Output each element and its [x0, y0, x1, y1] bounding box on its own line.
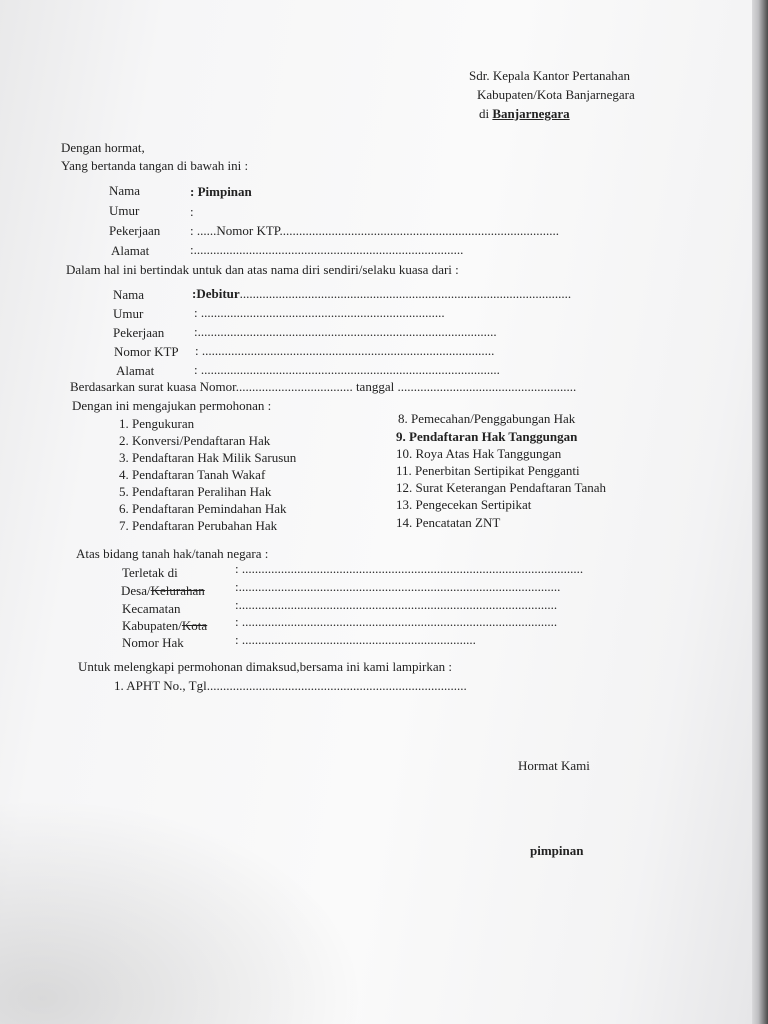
land-regency-value: : ................................................................................................. [235, 614, 558, 629]
request-item-6: 6. Pendaftaran Pemindahan Hak [119, 501, 287, 516]
signature-name: pimpinan [530, 843, 584, 858]
principal-name-bold: :Debitur [192, 286, 240, 301]
land-regency-label-a: Kabupaten/ [122, 618, 182, 633]
request-item-13: 13. Pengecekan Sertipikat [396, 497, 532, 512]
land-village-label-a: Desa/ [121, 583, 151, 598]
request-item-12: 12. Surat Keterangan Pendaftaran Tanah [396, 480, 607, 495]
land-located-value: : ......................................................................................................... [235, 561, 584, 576]
request-item-11: 11. Penerbitan Sertipikat Pengganti [396, 463, 580, 478]
signer-address-value: :................................................................................... [190, 242, 464, 257]
request-item-14: 14. Pencatatan ZNT [396, 515, 501, 530]
signer-name-label: Nama [109, 183, 141, 198]
power-of-attorney-line: Berdasarkan surat kuasa Nomor.................................... tanggal ....................................................... [70, 379, 577, 394]
principal-address-value: : ............................................................................................ [194, 362, 500, 377]
principal-ktp-label: Nomor KTP [114, 344, 179, 359]
land-intro: Atas bidang tanah hak/tanah negara : [76, 546, 269, 561]
signer-age-value: : [190, 204, 194, 219]
intro-text: Yang bertanda tangan di bawah ini : [61, 158, 249, 173]
principal-name-value [192, 286, 571, 302]
closing-text: Hormat Kami [518, 758, 590, 773]
principal-age-label: Umur [113, 306, 144, 321]
principal-job-label: Pekerjaan [113, 325, 165, 340]
land-village-label [121, 583, 205, 599]
recipient-prefix: di [479, 106, 490, 121]
land-right-no-value: : ........................................................................ [235, 632, 476, 647]
request-item-5: 5. Pendaftaran Peralihan Hak [119, 484, 272, 499]
principal-address-label: Alamat [116, 363, 155, 378]
recipient-place: Banjarnegara [492, 106, 570, 121]
on-behalf-text: Dalam hal ini bertindak untuk dan atas nama diri sendiri/selaku kuasa dari : [66, 262, 459, 277]
principal-name-label: Nama [113, 287, 145, 302]
request-item-10: 10. Roya Atas Hak Tanggungan [396, 446, 562, 461]
land-located-label: Terletak di [122, 565, 178, 580]
signer-name-value: : Pimpinan [190, 184, 252, 199]
recipient-line-2: Kabupaten/Kota Banjarnegara [477, 87, 635, 102]
request-item-1: 1. Pengukuran [119, 416, 195, 431]
principal-job-value: :............................................................................................ [194, 324, 497, 339]
request-item-3: 3. Pendaftaran Hak Milik Sarusun [119, 450, 297, 465]
request-item-2: 2. Konversi/Pendaftaran Hak [119, 433, 271, 448]
signer-job-value: : ......Nomor KTP...................................................................................... [190, 223, 560, 238]
signer-job-label: Pekerjaan [109, 223, 161, 238]
recipient-line-1: Sdr. Kepala Kantor Pertanahan [469, 68, 631, 83]
land-village-label-b: Kelurahan [150, 583, 205, 598]
request-item-9: 9. Pendaftaran Hak Tanggungan [396, 429, 578, 444]
land-right-no-label: Nomor Hak [122, 635, 184, 650]
land-regency-label [122, 618, 207, 634]
land-regency-label-b: Kota [181, 618, 208, 633]
request-item-8: 8. Pemecahan/Penggabungan Hak [398, 411, 576, 426]
recipient-line-3 [479, 106, 570, 122]
principal-ktp-value: : .......................................................................................... [195, 343, 495, 358]
land-district-label: Kecamatan [122, 601, 181, 616]
background-surface [752, 0, 768, 1024]
attach-intro: Untuk melengkapi permohonan dimaksud,bersama ini kami lampirkan : [78, 659, 453, 674]
principal-name-dots: ...................................................................................................... [239, 286, 572, 301]
request-item-7: 7. Pendaftaran Perubahan Hak [119, 518, 278, 533]
land-village-value: :................................................................................................... [235, 579, 561, 594]
principal-age-value: : ........................................................................... [194, 305, 445, 320]
greeting: Dengan hormat, [61, 140, 145, 155]
request-intro: Dengan ini mengajukan permohonan : [72, 398, 272, 413]
land-district-value: :.................................................................................................. [235, 597, 558, 612]
request-item-4: 4. Pendaftaran Tanah Wakaf [119, 467, 266, 482]
signer-address-label: Alamat [111, 243, 150, 258]
attachment-1: 1. APHT No., Tgl................................................................................ [114, 678, 467, 693]
signer-age-label: Umur [109, 203, 140, 218]
